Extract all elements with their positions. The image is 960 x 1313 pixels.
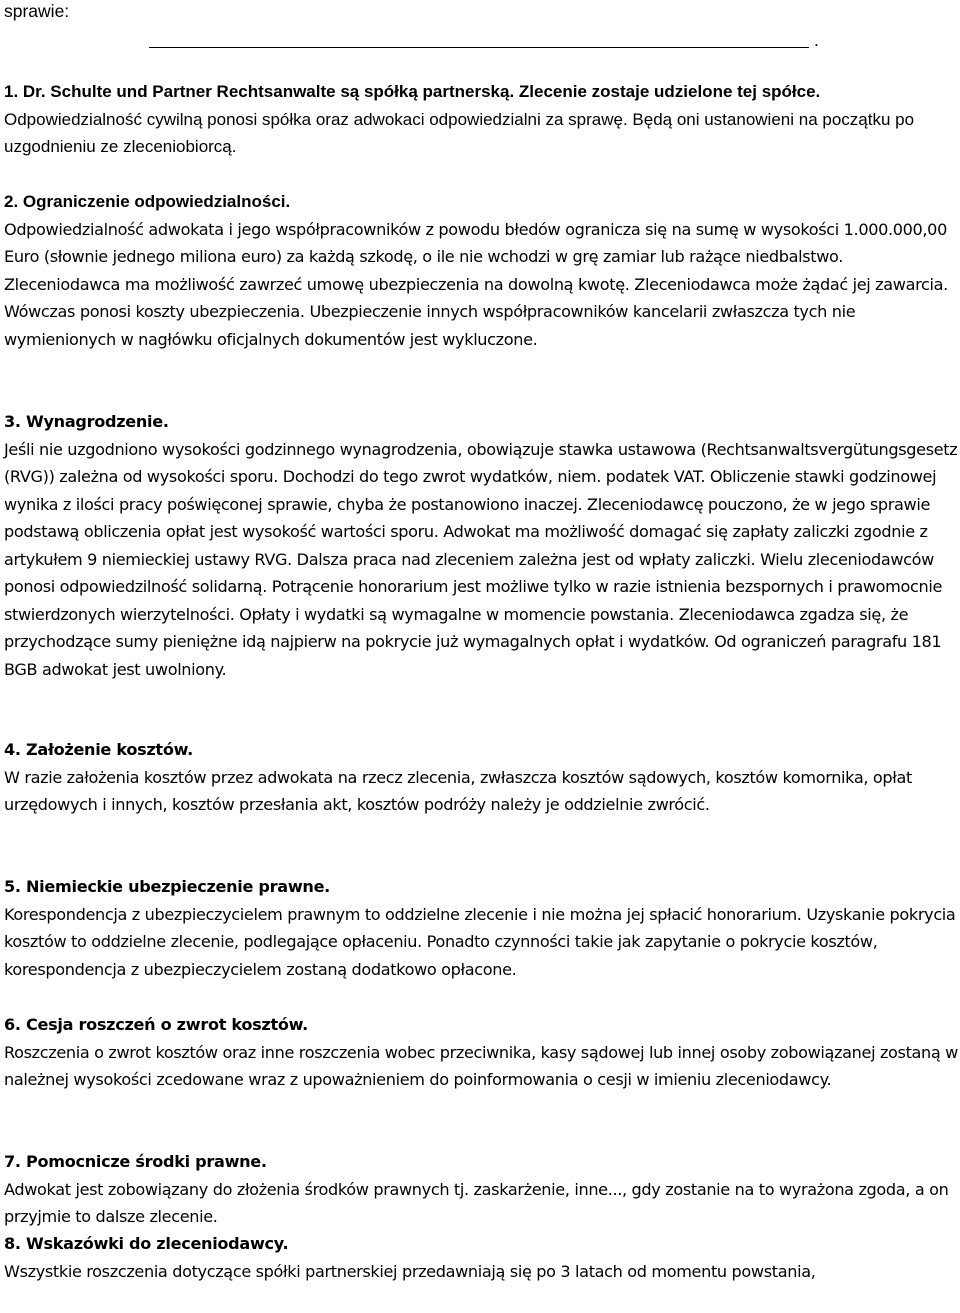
intro-label: sprawie:	[4, 1, 70, 21]
section-1	[4, 78, 958, 161]
section-5-heading: 5. Niemieckie ubezpieczenie prawne.	[4, 877, 330, 896]
section-5	[4, 873, 958, 983]
section-5-body: Korespondencja z ubezpieczycielem prawnym to oddzielne zlecenie i nie można jej spłacić honorarium. Uzyskanie pokrycia kosztów to oddzielne zlecenie, podlegające opłaceniu. Ponadto czynności takie jak zapytanie o pokrycie kosztów, korespondencja z ubezpieczycielem zostaną dodatkowo opłacone.	[4, 904, 956, 979]
section-6	[4, 1011, 958, 1094]
section-1-body: Odpowiedzialność cywilną ponosi spółka oraz adwokaci odpowiedzialni za sprawę. Będą oni ustanowieni na początku po uzgodnieniu ze zleceniobiorcą.	[4, 109, 915, 156]
section-3-heading: 3. Wynagrodzenie.	[4, 412, 169, 431]
section-2-heading: 2. Ograniczenie odpowiedzialności.	[4, 192, 291, 211]
section-7-body: Adwokat jest zobowiązany do złożenia środków prawnych tj. zaskarżenie, inne..., gdy zostanie na to wyrażona zgoda, a on przyjmie to dalsze zlecenie.	[4, 1179, 949, 1226]
section-1-heading: 1. Dr. Schulte und Partner Rechtsanwalte są spółką partnerską. Zlecenie zostaje udzielone tej spółce.	[4, 82, 821, 101]
section-8-heading: 8. Wskazówki do zleceniodawcy.	[4, 1234, 289, 1253]
section-2-body: Odpowiedzialność adwokata i jego współpracowników z powodu błedów ogranicza się na sumę w wysokości 1.000.000,00 Euro (słownie jednego miliona euro) za każdą szkodę, o ile nie wchodzi w grę zamiar lub rażące niedbalstwo. Zleceniodawca ma możliwość zawrzeć umowę ubezpieczenia na dowolną kwotę. Zleceniodawca może żądać jej zawarcia. Wówczas ponosi koszty ubezpieczenia. Ubezpieczenie innych współpracowników kancelarii zwłaszcza tych nie wymienionych w nagłówku oficjalnych dokumentów jest wykluczone.	[4, 219, 948, 349]
section-4-heading: 4. Założenie kosztów.	[4, 740, 193, 759]
section-7-heading: 7. Pomocnicze środki prawne.	[4, 1152, 267, 1171]
section-6-heading: 6. Cesja roszczeń o zwrot kosztów.	[4, 1015, 308, 1034]
section-8-body: Wszystkie roszczenia dotyczące spółki partnerskiej przedawniają się po 3 latach od momentu powstania,	[4, 1261, 816, 1281]
section-6-body: Roszczenia o zwrot kosztów oraz inne roszczenia wobec przeciwnika, kasy sądowej lub innej osoby zobowiązanej zostaną w należnej wysokości zcedowane wraz z upoważnieniem do poinformowania o cesji w imieniu zleceniodawcy.	[4, 1042, 958, 1089]
section-4-body: W razie założenia kosztów przez adwokata na rzecz zlecenia, zwłaszcza kosztów sądowych, kosztów komornika, opłat urzędowych i innych, kosztów przesłania akt, kosztów podróży należy je oddzielnie zwrócić.	[4, 767, 912, 814]
section-4	[4, 736, 958, 819]
section-2	[4, 188, 958, 353]
section-7	[4, 1148, 958, 1231]
section-3-body: Jeśli nie uzgodniono wysokości godzinnego wynagrodzenia, obowiązuje stawka ustawowa (Rechtsanwaltsvergütungsgesetz (RVG)) zależna od wysokości sporu. Dochodzi do tego zwrot wydatków, niem. podatek VAT. Obliczenie stawki godzinowej wynika z ilości pracy poświęconej sprawie, chyba że postanowiono inaczej. Zleceniodawcę pouczono, że w jego sprawie podstawą obliczenia opłat jest wysokość wartości sporu. Adwokat ma możliwość domagać się zapłaty zaliczki zgodnie z artykułem 9 niemieckiej ustawy RVG. Dalsza praca nad zleceniem zależna jest od wpłaty zaliczki. Wielu zleceniodawców ponosi odpowiedzilność solidarną. Potrącenie honorarium jest możliwe tylko w razie istnienia bezspornych i prawomocnie stwierdzonych wierzytelności. Opłaty i wydatki są wymagalne w momencie powstania. Zleceniodawca zgadza się, że przychodzące sumy pieniężne idą najpierw na pokrycie już wymagalnych opłat i wydatków. Od ograniczeń paragrafu 181 BGB adwokat jest uwolniony.	[4, 439, 958, 679]
section-3	[4, 408, 958, 683]
blank-end-dot: .	[814, 30, 819, 50]
fill-in-blank-line	[149, 47, 809, 48]
section-8	[4, 1230, 958, 1285]
